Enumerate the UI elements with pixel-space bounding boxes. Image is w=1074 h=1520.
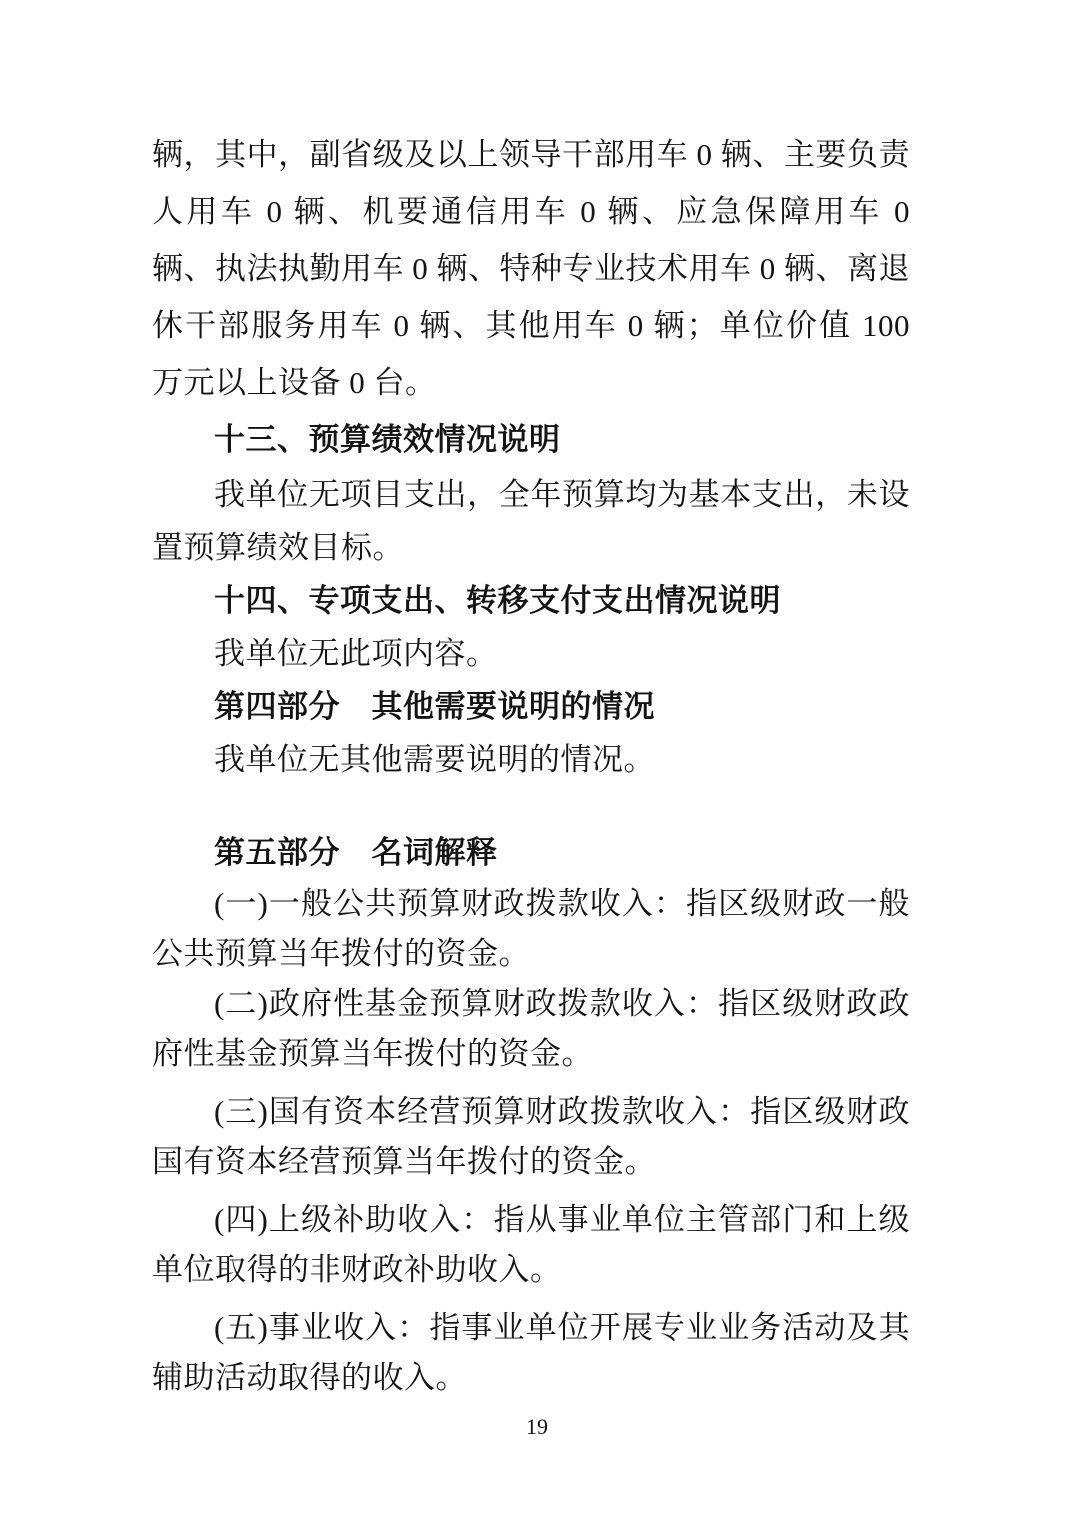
page-number: 19: [526, 1414, 548, 1439]
term-definition-3-state-capital-budget: (三)国有资本经营预算财政拨款收入：指区级财政国有资本经营预算当年拨付的资金。: [152, 1094, 910, 1179]
paragraph-vehicle-continuation: 辆，其中，副省级及以上领导干部用车 0 辆、主要负责人用车 0 辆、机要通信用车 0 辆、应急保障用车 0 辆、执法执勤用车 0 辆、特种专业技术用车 0 辆、离退休干部服务用车 0 辆、其他用车 0 辆；单位价值 100 万元以上设备 0 台。: [152, 137, 910, 400]
term-definition-4-superior-subsidy-income: (四)上级补助收入：指从事业单位主管部门和上级单位取得的非财政补助收入。: [152, 1202, 910, 1287]
part5-heading-glossary: 第五部分 名词解释: [214, 835, 498, 870]
term-definition-5-business-income: (五)事业收入：指事业单位开展专业业务活动及其辅助活动取得的收入。: [152, 1310, 910, 1395]
term-definition-2-government-fund-budget: (二)政府性基金预算财政拨款收入：指区级财政政府性基金预算当年拨付的资金。: [152, 986, 910, 1071]
term-definition-1-general-public-budget: (一)一般公共预算财政拨款收入：指区级财政一般公共预算当年拨付的资金。: [152, 886, 910, 971]
paragraph-other-matters: 我单位无其他需要说明的情况。: [214, 742, 655, 777]
part4-heading-other-matters: 第四部分 其他需要说明的情况: [214, 689, 655, 724]
paragraph-budget-performance: 我单位无项目支出，全年预算均为基本支出，未设置预算绩效目标。: [152, 477, 910, 565]
paragraph-special-expenditure: 我单位无此项内容。: [214, 636, 498, 671]
section-heading-13-budget-performance: 十三、预算绩效情况说明: [214, 422, 561, 457]
section-heading-14-special-expenditure: 十四、专项支出、转移支付支出情况说明: [214, 583, 781, 618]
blank-line-spacer: [152, 786, 910, 826]
